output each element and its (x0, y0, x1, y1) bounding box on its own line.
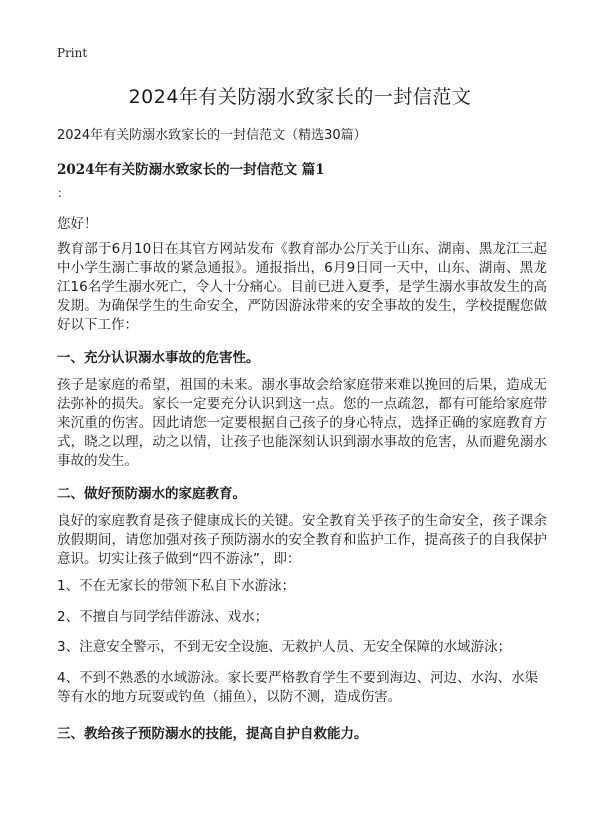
list-item: 1、不在无家长的带领下私自下水游泳； (57, 578, 296, 594)
document-subtitle: 2024年有关防溺水致家长的一封信范文（精选30篇） (57, 128, 367, 143)
intro-paragraph: 教育部于6月10日在其官方网站发布《教育部办公厅关于山东、湖南、黑龙江三起中小学生溺亡事故的紧急通报》。通报指出，6月9日同一天中，山东、湖南、黑龙江16名学生溺水死亡，令人十分痛心。目前已进入夏季，是学生溺水事故发生的高发期。为确保学生的生命安全，严防因游泳带来的安全事故的发生，学校提醒您做好以下工作： (57, 241, 547, 333)
greeting: 您好！ (57, 216, 98, 232)
heading-3: 三、教给孩子预防溺水的技能，提高自护自救能力。 (57, 726, 368, 742)
list-item: 2、不擅自与同学结伴游泳、戏水； (57, 609, 269, 625)
colon-mark: ： (57, 186, 70, 200)
paragraph-3: 良好的家庭教育是孩子健康成长的关键。安全教育关乎孩子的生命安全，孩子课余放假期间，请您加强对孩子预防溺水的安全教育和监护工作，提高孩子的自我保护意识。切实让孩子做到“四不游泳”，即： (57, 513, 547, 567)
paragraph-2: 孩子是家庭的希望，祖国的未来。溺水事故会给家庭带来难以挽回的后果，造成无法弥补的损失。家长一定要充分认识到这一点。您的一点疏忽，都有可能给家庭带来沉重的伤害。因此请您一定要根据自己孩子的身心特点，选择正确的家庭教育方式，晓之以理，动之以情，让孩子也能深刻认识到溺水事故的危害，从而避免溺水事故的发生。 (57, 377, 547, 469)
heading-1: 一、充分认识溺水事故的危害性。 (57, 350, 260, 366)
document-title: 2024年有关防溺水致家长的一封信范文 (128, 86, 472, 108)
heading-2: 二、做好预防溺水的家庭教育。 (57, 486, 246, 502)
section-title: 2024年有关防溺水致家长的一封信范文 篇1 (57, 162, 325, 178)
list-item: 4、不到不熟悉的水域游泳。家长要严格教育学生不要到海边、河边、水沟、水渠等有水的地方玩耍或钓鱼（捕鱼），以防不测，造成伤害。 (57, 670, 539, 705)
list-item: 3、注意安全警示，不到无安全设施、无救护人员、无安全保障的水域游泳； (57, 639, 512, 655)
print-link[interactable]: Print (57, 46, 88, 60)
